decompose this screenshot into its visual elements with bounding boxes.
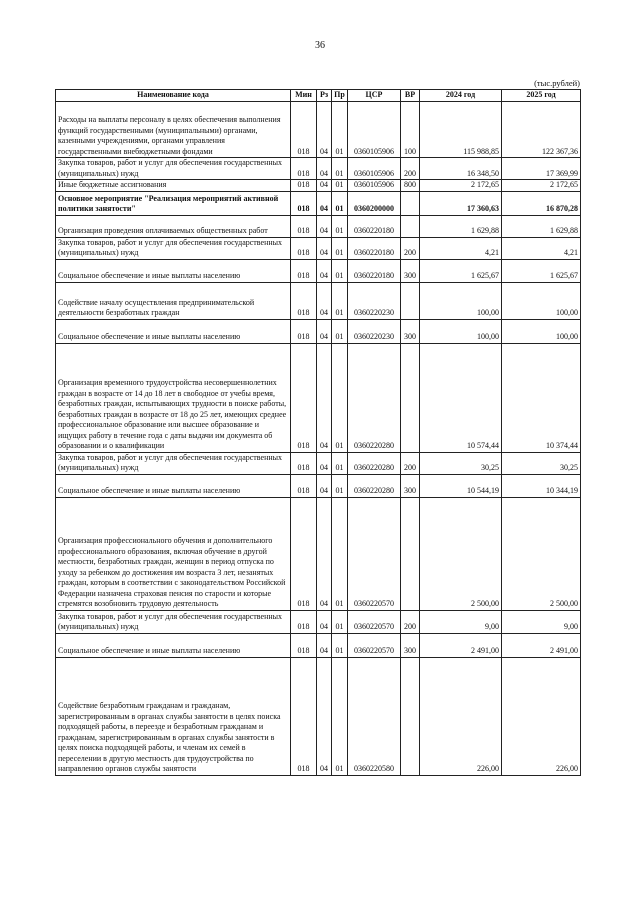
cell-name: Закупка товаров, работ и услуг для обеспечения государственных (муниципальных) нужд (56, 452, 291, 474)
table-body (56, 102, 581, 776)
cell-name: Содействие безработным гражданам и гражданам, зарегистрированным в органах службы занятости в целях поиска подходящей работы, в переезде и безработным гражданам и гражданам, зарегистрированным в органах службы занятости в целях поиска подходящей работы, и членам их семей в переселении в другую местность для трудоустройства по направлению органов службы занятости (56, 657, 291, 775)
cell-rz: 04 (317, 215, 332, 237)
cell-vr: 300 (401, 259, 420, 282)
cell-csr: 0360105906 (348, 158, 401, 180)
table-row (56, 610, 581, 633)
table-row (56, 180, 581, 192)
cell-pr: 01 (332, 657, 348, 775)
cell-2025: 122 367,36 (502, 102, 581, 158)
cell-2025: 226,00 (502, 657, 581, 775)
budget-table (55, 89, 581, 776)
cell-2024: 100,00 (420, 319, 502, 343)
table-row (56, 259, 581, 282)
cell-vr (401, 215, 420, 237)
cell-pr: 01 (332, 319, 348, 343)
cell-rz: 04 (317, 657, 332, 775)
cell-min: 018 (291, 343, 317, 452)
cell-rz: 04 (317, 180, 332, 192)
cell-2024: 115 988,85 (420, 102, 502, 158)
cell-csr: 0360220230 (348, 319, 401, 343)
cell-vr: 300 (401, 319, 420, 343)
cell-rz: 04 (317, 191, 332, 215)
cell-2025: 30,25 (502, 452, 581, 474)
cell-vr (401, 657, 420, 775)
table-row (56, 633, 581, 657)
cell-name: Социальное обеспечение и иные выплаты населению (56, 474, 291, 497)
cell-name: Основное мероприятие "Реализация мероприятий активной политики занятости" (56, 191, 291, 215)
cell-name: Организация проведения оплачиваемых общественных работ (56, 215, 291, 237)
cell-2025: 100,00 (502, 319, 581, 343)
header-vr: ВР (401, 90, 420, 102)
cell-csr: 0360220280 (348, 343, 401, 452)
cell-2025: 2 491,00 (502, 633, 581, 657)
cell-min: 018 (291, 180, 317, 192)
cell-2025: 9,00 (502, 610, 581, 633)
cell-vr: 200 (401, 610, 420, 633)
cell-name: Организация профессионального обучения и дополнительного профессионального образования, включая обучение в другой местности, безработных граждан, женщин в период отпуска по уходу за ребенком до достижения им возраста 3 лет, незанятых граждан, которым в соответствии с законодательством Российской Федерации назначена страховая пенсия по старости и которые стремятся возобновить трудовую деятельность (56, 497, 291, 610)
cell-2024: 4,21 (420, 237, 502, 259)
header-csr: ЦСР (348, 90, 401, 102)
cell-pr: 01 (332, 215, 348, 237)
cell-2025: 2 500,00 (502, 497, 581, 610)
cell-vr: 200 (401, 237, 420, 259)
cell-csr: 0360220230 (348, 282, 401, 319)
cell-min: 018 (291, 102, 317, 158)
cell-vr (401, 191, 420, 215)
cell-min: 018 (291, 497, 317, 610)
cell-csr: 0360220570 (348, 633, 401, 657)
cell-2024: 100,00 (420, 282, 502, 319)
cell-2024: 30,25 (420, 452, 502, 474)
cell-2025: 16 870,28 (502, 191, 581, 215)
cell-name: Закупка товаров, работ и услуг для обеспечения государственных (муниципальных) нужд (56, 237, 291, 259)
cell-csr: 0360220580 (348, 657, 401, 775)
cell-2025: 2 172,65 (502, 180, 581, 192)
cell-pr: 01 (332, 474, 348, 497)
cell-2024: 1 625,67 (420, 259, 502, 282)
table-row (56, 657, 581, 775)
cell-2024: 1 629,88 (420, 215, 502, 237)
table-row (56, 282, 581, 319)
cell-pr: 01 (332, 452, 348, 474)
cell-name: Социальное обеспечение и иные выплаты населению (56, 259, 291, 282)
cell-csr: 0360105906 (348, 180, 401, 192)
units-label: (тыс.рублей) (534, 78, 580, 88)
cell-pr: 01 (332, 237, 348, 259)
cell-name: Расходы на выплаты персоналу в целях обеспечения выполнения функций государственными (муниципальными) органами, казенными учреждениями, органами управления государственными внебюджетными фондами (56, 102, 291, 158)
cell-vr: 100 (401, 102, 420, 158)
cell-csr: 0360200000 (348, 191, 401, 215)
cell-csr: 0360220570 (348, 610, 401, 633)
cell-rz: 04 (317, 319, 332, 343)
cell-min: 018 (291, 657, 317, 775)
cell-vr (401, 497, 420, 610)
cell-rz: 04 (317, 497, 332, 610)
cell-2024: 16 348,50 (420, 158, 502, 180)
cell-min: 018 (291, 610, 317, 633)
table-row (56, 343, 581, 452)
cell-rz: 04 (317, 237, 332, 259)
cell-name: Социальное обеспечение и иные выплаты населению (56, 319, 291, 343)
header-min: Мин (291, 90, 317, 102)
cell-name: Содействие началу осуществления предпринимательской деятельности безработных граждан (56, 282, 291, 319)
header-2025: 2025 год (502, 90, 581, 102)
cell-min: 018 (291, 474, 317, 497)
cell-2024: 2 491,00 (420, 633, 502, 657)
table-row (56, 474, 581, 497)
cell-2025: 10 344,19 (502, 474, 581, 497)
cell-rz: 04 (317, 343, 332, 452)
cell-name: Организация временного трудоустройства несовершеннолетних граждан в возрасте от 14 до 18 лет в свободное от учебы время, безработных граждан, испытывающих трудности в поиске работы, безработных граждан в возрасте от 18 до 25 лет, имеющих среднее профессиональное образование или высшее образование и ищущих работу в течение года с даты выдачи им документа об образовании и о квалификации (56, 343, 291, 452)
cell-2025: 100,00 (502, 282, 581, 319)
table-header-row (56, 90, 581, 102)
cell-vr: 300 (401, 633, 420, 657)
cell-csr: 0360105906 (348, 102, 401, 158)
cell-rz: 04 (317, 102, 332, 158)
cell-2024: 226,00 (420, 657, 502, 775)
cell-2024: 9,00 (420, 610, 502, 633)
cell-vr: 200 (401, 158, 420, 180)
cell-csr: 0360220180 (348, 215, 401, 237)
cell-pr: 01 (332, 158, 348, 180)
cell-2025: 1 629,88 (502, 215, 581, 237)
cell-csr: 0360220280 (348, 452, 401, 474)
cell-pr: 01 (332, 191, 348, 215)
cell-rz: 04 (317, 158, 332, 180)
table-row (56, 319, 581, 343)
cell-name: Закупка товаров, работ и услуг для обеспечения государственных (муниципальных) нужд (56, 158, 291, 180)
cell-rz: 04 (317, 633, 332, 657)
table-row (56, 237, 581, 259)
cell-pr: 01 (332, 343, 348, 452)
cell-pr: 01 (332, 102, 348, 158)
cell-rz: 04 (317, 282, 332, 319)
table-row (56, 191, 581, 215)
cell-csr: 0360220180 (348, 259, 401, 282)
cell-2024: 10 574,44 (420, 343, 502, 452)
cell-2025: 1 625,67 (502, 259, 581, 282)
cell-min: 018 (291, 237, 317, 259)
cell-pr: 01 (332, 259, 348, 282)
cell-vr: 200 (401, 452, 420, 474)
cell-rz: 04 (317, 474, 332, 497)
cell-vr: 800 (401, 180, 420, 192)
cell-name: Иные бюджетные ассигнования (56, 180, 291, 192)
cell-min: 018 (291, 158, 317, 180)
cell-2024: 17 360,63 (420, 191, 502, 215)
cell-rz: 04 (317, 259, 332, 282)
table-row (56, 452, 581, 474)
cell-min: 018 (291, 319, 317, 343)
cell-min: 018 (291, 191, 317, 215)
header-name: Наименование кода (56, 90, 291, 102)
cell-2024: 2 172,65 (420, 180, 502, 192)
cell-pr: 01 (332, 180, 348, 192)
cell-pr: 01 (332, 610, 348, 633)
cell-min: 018 (291, 259, 317, 282)
cell-2025: 4,21 (502, 237, 581, 259)
table-row (56, 215, 581, 237)
cell-2025: 10 374,44 (502, 343, 581, 452)
cell-2024: 2 500,00 (420, 497, 502, 610)
header-pr: Пр (332, 90, 348, 102)
cell-pr: 01 (332, 633, 348, 657)
table-row (56, 102, 581, 158)
table-row (56, 158, 581, 180)
header-rz: Рз (317, 90, 332, 102)
page-number: 36 (315, 40, 325, 51)
cell-csr: 0360220280 (348, 474, 401, 497)
cell-vr: 300 (401, 474, 420, 497)
cell-pr: 01 (332, 497, 348, 610)
cell-min: 018 (291, 452, 317, 474)
cell-csr: 0360220180 (348, 237, 401, 259)
header-2024: 2024 год (420, 90, 502, 102)
cell-name: Социальное обеспечение и иные выплаты населению (56, 633, 291, 657)
cell-vr (401, 343, 420, 452)
cell-name: Закупка товаров, работ и услуг для обеспечения государственных (муниципальных) нужд (56, 610, 291, 633)
table-row (56, 497, 581, 610)
cell-min: 018 (291, 633, 317, 657)
cell-pr: 01 (332, 282, 348, 319)
cell-csr: 0360220570 (348, 497, 401, 610)
cell-2025: 17 369,99 (502, 158, 581, 180)
cell-min: 018 (291, 282, 317, 319)
cell-rz: 04 (317, 610, 332, 633)
cell-vr (401, 282, 420, 319)
cell-min: 018 (291, 215, 317, 237)
cell-2024: 10 544,19 (420, 474, 502, 497)
cell-rz: 04 (317, 452, 332, 474)
